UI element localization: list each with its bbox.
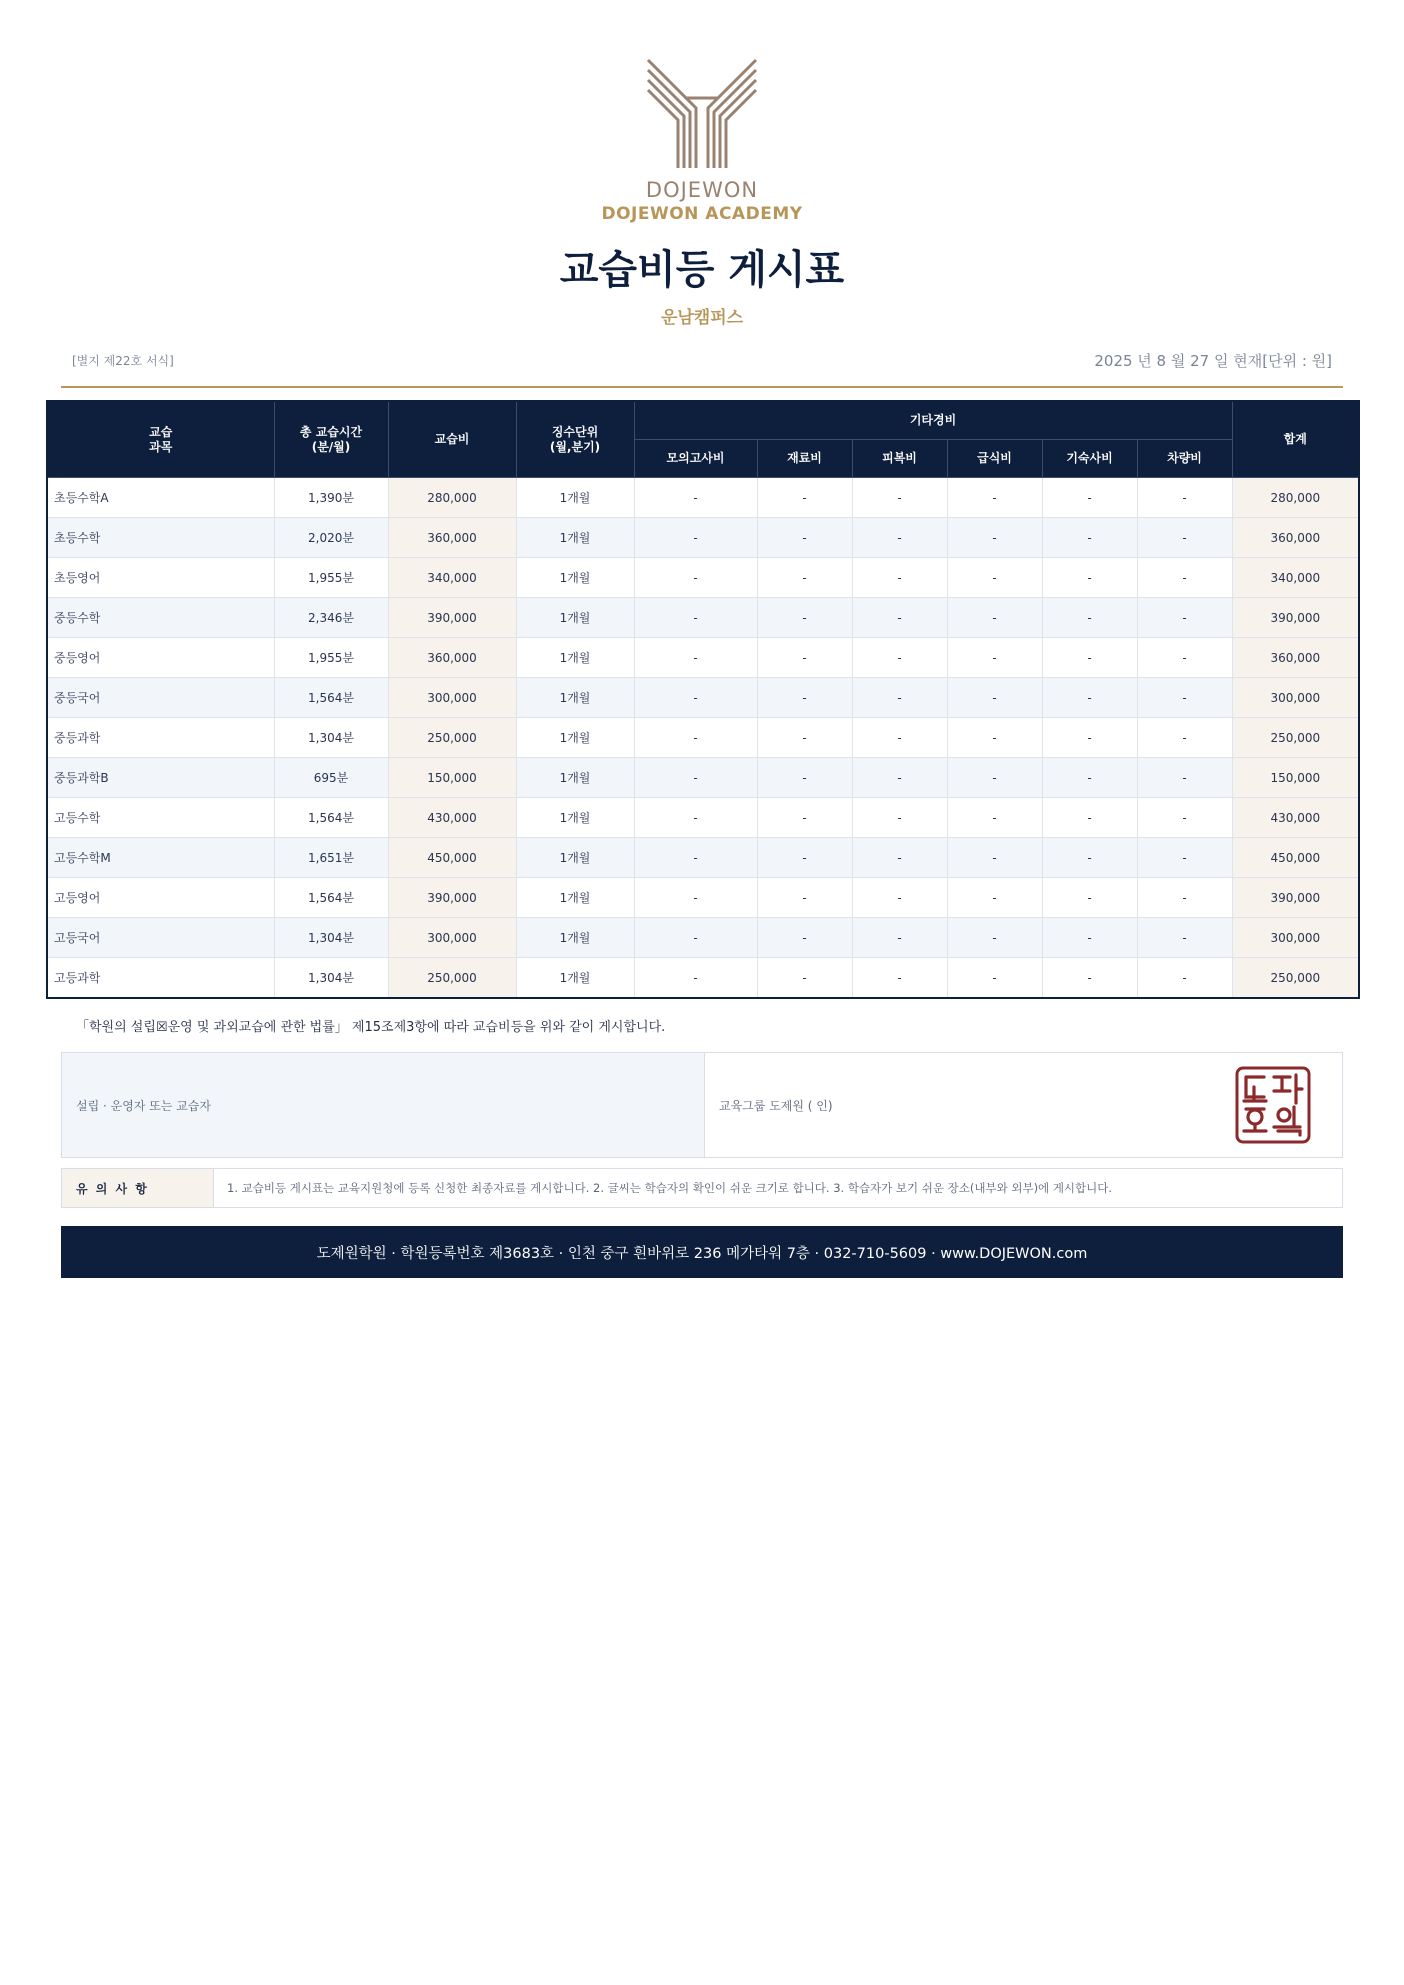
cell-dormitory: -	[1042, 558, 1137, 598]
cell-subject: 초등수학A	[47, 478, 274, 518]
notice-box	[61, 1168, 1343, 1208]
cell-total: 300,000	[1232, 918, 1359, 958]
cell-meals: -	[947, 598, 1042, 638]
header-hours: 총 교습시간 (분/월)	[274, 401, 388, 478]
cell-uniform: -	[852, 678, 947, 718]
logo-academy-name: DOJEWON ACADEMY	[601, 204, 803, 224]
cell-uniform: -	[852, 558, 947, 598]
cell-materials: -	[757, 798, 852, 838]
cell-dormitory: -	[1042, 758, 1137, 798]
cell-tuition: 250,000	[388, 958, 516, 999]
header-uniform: 피복비	[852, 440, 947, 478]
cell-meals: -	[947, 798, 1042, 838]
group-seal-label: 교육그룹 도제원 ( 인)	[719, 1098, 833, 1113]
cell-dormitory: -	[1042, 918, 1137, 958]
cell-uniform: -	[852, 918, 947, 958]
cell-hours: 1,564분	[274, 678, 388, 718]
table-row	[47, 918, 1359, 958]
fee-table	[46, 400, 1360, 999]
cell-hours: 1,955분	[274, 638, 388, 678]
cell-hours: 1,390분	[274, 478, 388, 518]
cell-billing-unit: 1개월	[516, 958, 634, 999]
cell-billing-unit: 1개월	[516, 758, 634, 798]
cell-subject: 중등과학	[47, 718, 274, 758]
cell-tuition: 340,000	[388, 558, 516, 598]
cell-materials: -	[757, 838, 852, 878]
cell-materials: -	[757, 678, 852, 718]
header-other-expenses: 기타경비	[634, 401, 1232, 440]
cell-dormitory: -	[1042, 958, 1137, 999]
table-row	[47, 598, 1359, 638]
cell-tuition: 450,000	[388, 838, 516, 878]
table-row	[47, 678, 1359, 718]
table-row	[47, 718, 1359, 758]
cell-materials: -	[757, 958, 852, 999]
cell-tuition: 300,000	[388, 678, 516, 718]
cell-billing-unit: 1개월	[516, 918, 634, 958]
header-shuttle: 차량비	[1137, 440, 1232, 478]
cell-mock-exam: -	[634, 758, 757, 798]
cell-total: 360,000	[1232, 518, 1359, 558]
cell-materials: -	[757, 918, 852, 958]
cell-billing-unit: 1개월	[516, 798, 634, 838]
cell-meals: -	[947, 958, 1042, 999]
cell-billing-unit: 1개월	[516, 558, 634, 598]
cell-uniform: -	[852, 958, 947, 999]
cell-dormitory: -	[1042, 478, 1137, 518]
cell-mock-exam: -	[634, 678, 757, 718]
cell-mock-exam: -	[634, 878, 757, 918]
cell-shuttle: -	[1137, 958, 1232, 999]
notice-label: 유 의 사 항	[62, 1169, 214, 1207]
cell-total: 430,000	[1232, 798, 1359, 838]
cell-meals: -	[947, 678, 1042, 718]
cell-subject: 고등영어	[47, 878, 274, 918]
cell-mock-exam: -	[634, 478, 757, 518]
table-row	[47, 518, 1359, 558]
cell-shuttle: -	[1137, 918, 1232, 958]
cell-total: 250,000	[1232, 958, 1359, 999]
cell-uniform: -	[852, 798, 947, 838]
cell-dormitory: -	[1042, 678, 1137, 718]
cell-tuition: 430,000	[388, 798, 516, 838]
table-row	[47, 558, 1359, 598]
notice-text: 1. 교습비등 게시표는 교육지원청에 등록 신청한 최종자료를 게시합니다. 2. 글씨는 학습자의 확인이 쉬운 크기로 합니다. 3. 학습자가 보기 쉬운 장소(내부와 외부)에 게시합니다.	[227, 1181, 1113, 1195]
cell-materials: -	[757, 518, 852, 558]
cell-mock-exam: -	[634, 838, 757, 878]
cell-subject: 중등과학B	[47, 758, 274, 798]
signature-box	[61, 1052, 1343, 1158]
footer-info: 도제원학원 · 학원등록번호 제3683호 · 인천 중구 흰바위로 236 메가타워 7층 · 032-710-5609 · www.DOJEWON.com	[316, 1245, 1088, 1262]
cell-subject: 중등영어	[47, 638, 274, 678]
cell-materials: -	[757, 758, 852, 798]
cell-shuttle: -	[1137, 558, 1232, 598]
cell-shuttle: -	[1137, 798, 1232, 838]
cell-tuition: 300,000	[388, 918, 516, 958]
fee-table-body	[47, 478, 1359, 999]
cell-dormitory: -	[1042, 518, 1137, 558]
cell-hours: 1,955분	[274, 558, 388, 598]
cell-meals: -	[947, 878, 1042, 918]
signature-cell	[705, 1053, 1342, 1157]
table-row	[47, 758, 1359, 798]
cell-billing-unit: 1개월	[516, 678, 634, 718]
cell-dormitory: -	[1042, 638, 1137, 678]
cell-materials: -	[757, 598, 852, 638]
cell-subject: 초등영어	[47, 558, 274, 598]
red-seal-stamp-icon	[1234, 1065, 1312, 1145]
cell-shuttle: -	[1137, 678, 1232, 718]
cell-shuttle: -	[1137, 718, 1232, 758]
cell-uniform: -	[852, 718, 947, 758]
cell-hours: 1,304분	[274, 918, 388, 958]
cell-meals: -	[947, 518, 1042, 558]
cell-materials: -	[757, 558, 852, 598]
cell-uniform: -	[852, 878, 947, 918]
cell-dormitory: -	[1042, 878, 1137, 918]
cell-uniform: -	[852, 638, 947, 678]
cell-subject: 고등국어	[47, 918, 274, 958]
cell-shuttle: -	[1137, 878, 1232, 918]
cell-tuition: 390,000	[388, 878, 516, 918]
header-divider	[61, 386, 1343, 388]
header-materials: 재료비	[757, 440, 852, 478]
table-row	[47, 798, 1359, 838]
cell-billing-unit: 1개월	[516, 598, 634, 638]
cell-dormitory: -	[1042, 598, 1137, 638]
cell-subject: 고등과학	[47, 958, 274, 999]
cell-tuition: 280,000	[388, 478, 516, 518]
cell-materials: -	[757, 638, 852, 678]
cell-billing-unit: 1개월	[516, 478, 634, 518]
cell-materials: -	[757, 878, 852, 918]
cell-billing-unit: 1개월	[516, 638, 634, 678]
header-mock-exam: 모의고사비	[634, 440, 757, 478]
cell-meals: -	[947, 838, 1042, 878]
footer-bar	[61, 1226, 1343, 1278]
cell-total: 280,000	[1232, 478, 1359, 518]
dojewon-emblem-icon	[646, 58, 758, 170]
header-billing-unit: 징수단위 (월,분기)	[516, 401, 634, 478]
logo-wordmark: DOJEWON	[645, 178, 759, 202]
cell-tuition: 360,000	[388, 638, 516, 678]
cell-subject: 고등수학	[47, 798, 274, 838]
cell-mock-exam: -	[634, 718, 757, 758]
cell-shuttle: -	[1137, 598, 1232, 638]
cell-meals: -	[947, 758, 1042, 798]
cell-meals: -	[947, 638, 1042, 678]
cell-total: 390,000	[1232, 878, 1359, 918]
cell-tuition: 250,000	[388, 718, 516, 758]
table-row	[47, 878, 1359, 918]
table-row	[47, 478, 1359, 518]
cell-meals: -	[947, 558, 1042, 598]
cell-hours: 2,020분	[274, 518, 388, 558]
header-meals: 급식비	[947, 440, 1042, 478]
cell-uniform: -	[852, 518, 947, 558]
as-of-date: 2025 년 8 월 27 일 현재[단위 : 원]	[1094, 352, 1332, 370]
cell-billing-unit: 1개월	[516, 518, 634, 558]
cell-subject: 중등수학	[47, 598, 274, 638]
cell-materials: -	[757, 718, 852, 758]
table-row	[47, 638, 1359, 678]
table-row	[47, 838, 1359, 878]
cell-meals: -	[947, 478, 1042, 518]
cell-meals: -	[947, 918, 1042, 958]
cell-uniform: -	[852, 478, 947, 518]
cell-uniform: -	[852, 838, 947, 878]
cell-hours: 2,346분	[274, 598, 388, 638]
cell-mock-exam: -	[634, 918, 757, 958]
header-tuition: 교습비	[388, 401, 516, 478]
cell-mock-exam: -	[634, 638, 757, 678]
cell-hours: 695분	[274, 758, 388, 798]
cell-billing-unit: 1개월	[516, 838, 634, 878]
cell-total: 150,000	[1232, 758, 1359, 798]
cell-mock-exam: -	[634, 958, 757, 999]
header-dormitory: 기숙사비	[1042, 440, 1137, 478]
cell-shuttle: -	[1137, 838, 1232, 878]
cell-shuttle: -	[1137, 478, 1232, 518]
cell-hours: 1,304분	[274, 718, 388, 758]
form-number: [별지 제22호 서식]	[72, 354, 174, 368]
cell-hours: 1,651분	[274, 838, 388, 878]
cell-billing-unit: 1개월	[516, 718, 634, 758]
law-statement: 「학원의 설립☒운영 및 과외교습에 관한 법률」 제15조제3항에 따라 교습비등을 위와 같이 게시합니다.	[76, 1020, 666, 1035]
cell-hours: 1,304분	[274, 958, 388, 999]
cell-shuttle: -	[1137, 758, 1232, 798]
cell-total: 450,000	[1232, 838, 1359, 878]
cell-total: 360,000	[1232, 638, 1359, 678]
cell-shuttle: -	[1137, 518, 1232, 558]
header-subject: 교습 과목	[47, 401, 274, 478]
cell-shuttle: -	[1137, 638, 1232, 678]
academy-logo	[0, 58, 1404, 224]
page-title: 교습비등 게시표	[559, 247, 845, 293]
cell-mock-exam: -	[634, 798, 757, 838]
cell-hours: 1,564분	[274, 798, 388, 838]
cell-subject: 고등수학M	[47, 838, 274, 878]
cell-tuition: 150,000	[388, 758, 516, 798]
cell-total: 340,000	[1232, 558, 1359, 598]
cell-tuition: 360,000	[388, 518, 516, 558]
cell-total: 300,000	[1232, 678, 1359, 718]
cell-tuition: 390,000	[388, 598, 516, 638]
cell-billing-unit: 1개월	[516, 878, 634, 918]
cell-uniform: -	[852, 598, 947, 638]
cell-subject: 중등국어	[47, 678, 274, 718]
campus-name: 운남캠퍼스	[660, 308, 744, 328]
cell-mock-exam: -	[634, 598, 757, 638]
table-row	[47, 958, 1359, 999]
cell-dormitory: -	[1042, 838, 1137, 878]
cell-hours: 1,564분	[274, 878, 388, 918]
cell-mock-exam: -	[634, 558, 757, 598]
operator-label: 설립 · 운영자 또는 교습자	[62, 1053, 705, 1157]
cell-meals: -	[947, 718, 1042, 758]
cell-materials: -	[757, 478, 852, 518]
cell-dormitory: -	[1042, 798, 1137, 838]
header-total: 합계	[1232, 401, 1359, 478]
cell-total: 390,000	[1232, 598, 1359, 638]
cell-mock-exam: -	[634, 518, 757, 558]
cell-total: 250,000	[1232, 718, 1359, 758]
cell-dormitory: -	[1042, 718, 1137, 758]
cell-uniform: -	[852, 758, 947, 798]
cell-subject: 초등수학	[47, 518, 274, 558]
